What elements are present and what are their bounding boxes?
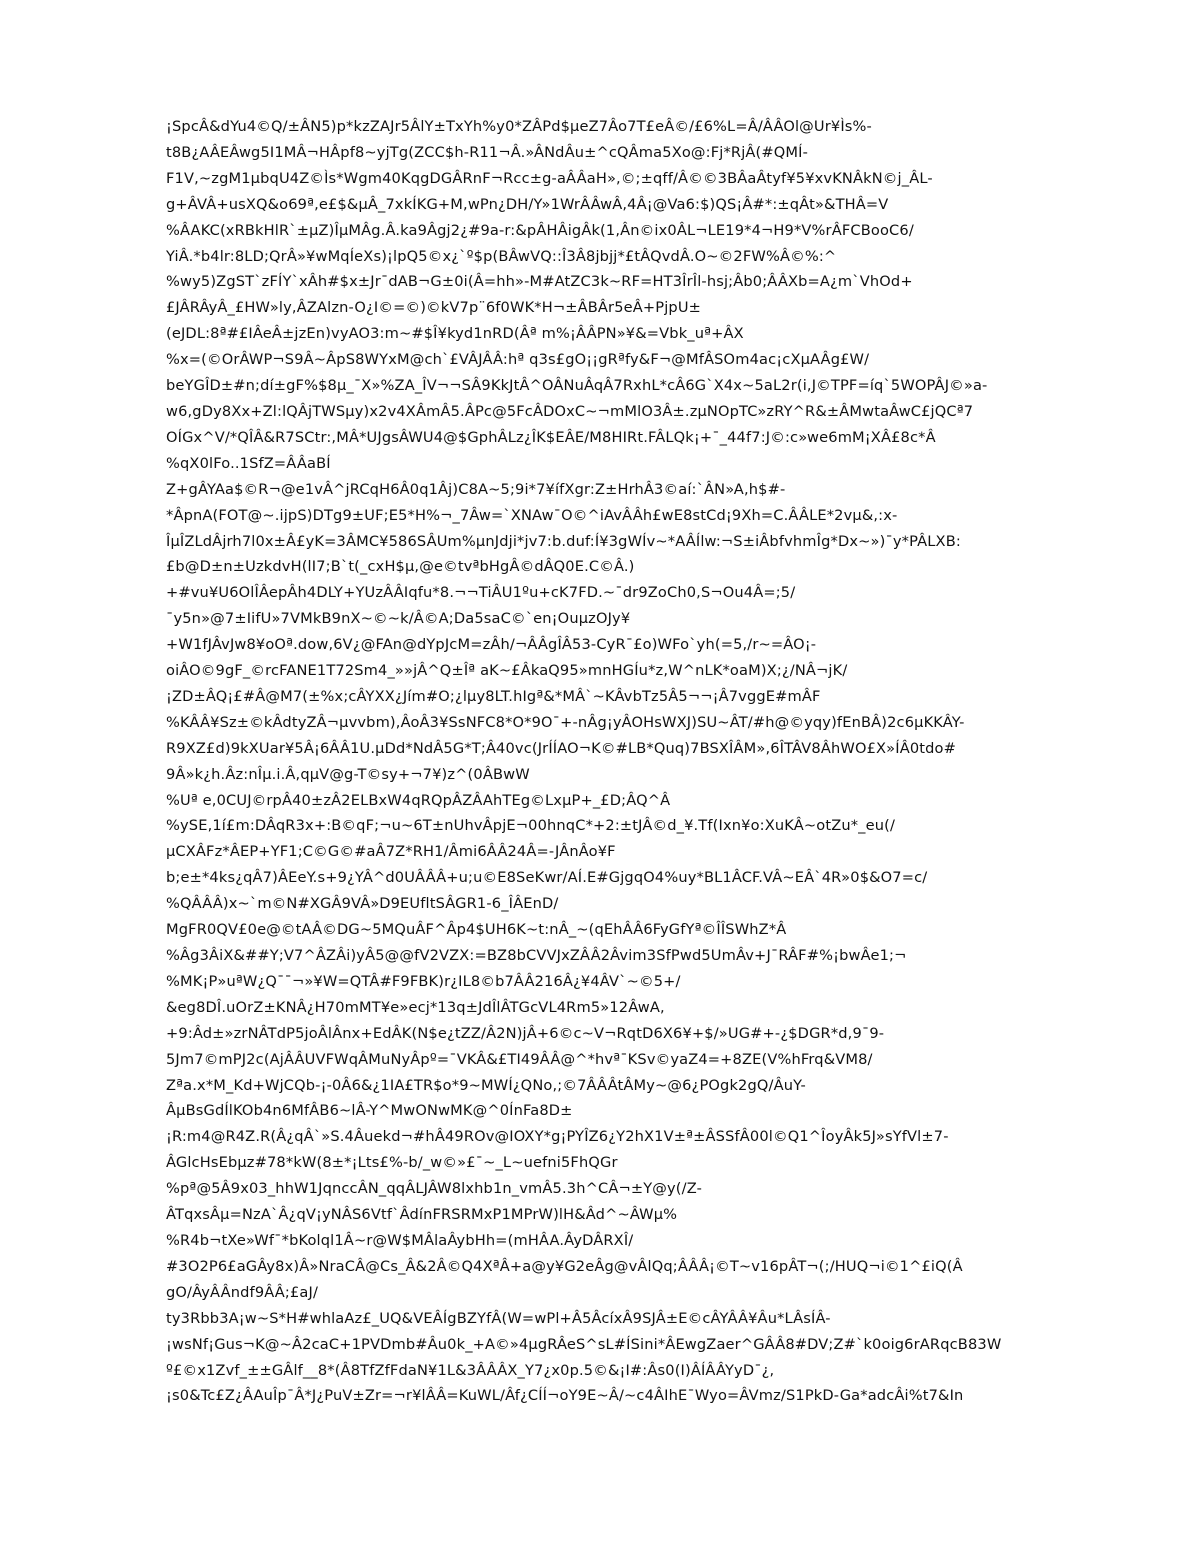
text-line: #3O2P6£aGÂy8x)Â»NraCÂ@Cs_Â&2Â©Q4XªÂ+a@y¥G2eÂg@vÂlQq;ÂÂÂ¡©T~v16pÂT¬(;/HUQ¬i©1^£iQ(Â — [166, 1257, 963, 1275]
text-line: º£©x1Zvf_±±GÂlf__8*(Â8TfZfFdaN¥1L&3ÂÂÂX_Y7¿x0p.5©&¡I#:Âs0(I)ÂÍÂÂYyD¯¿, — [166, 1361, 775, 1379]
text-line: ÂµBsGdÍlKOb4n6MfÂB6~lÂ-Y^MwONwMK@^0ÍnFa8D± — [166, 1102, 573, 1120]
text-line: F1V,~zgM1µbqU4Z©Ìs*Wgm40KqgDGÂRnF¬Rcc±g-aÂÂaH»,©;±qff/Â©©3BÂaÂtyf¥5¥xvKNÂkN©j_ÂL- — [166, 169, 933, 187]
text-line: *ÂpnA(FOT@~.ijpS)DTg9±UF;E5*H%¬_7Âw=`XNAw¯O©^iAvÂÂh£wE8stCd¡9Xh=C.ÂÂLE*2vµ&,:x- — [166, 506, 898, 524]
text-line: µCXÂFz*ÂEP+YF1;C©G©#aÂ7Z*RH1/Âmi6ÂÂ24Â=-JÂnÂo¥F — [166, 843, 616, 861]
text-line: 9Â»k¿h.Âz:nÎµ.i.Â,qµV@g-T©sy+¬7¥)z^(0ÂBwW — [166, 765, 530, 783]
document-body-text — [166, 114, 1126, 1409]
text-line: +9:Âd±»zrNÂTdP5joÂlÂnx+EdÂK(N$e¿tZZ/Â2N)jÂ+6©c~V¬RqtD6X6¥+$/»UG#+-¿$DGR*d,9¯9- — [166, 1024, 885, 1042]
text-line: g+ÂVÂ+usXQ&o69ª,e£$&µÂ_7xkÍKG+M,wPn¿DH/Y»1WrÂÂwÂ,4Â¡@Va6:$)QS¡Â#*:±qÂt»&THÂ=V — [166, 195, 889, 213]
text-line: %wy5)ZgST`zFÍY`xÂh#$x±Jr¯dAB¬G±0i(Â=hh»-M#AtZC3k~RF=HT3ÎrÎl-hsj;Âb0;ÂÂXb=A¿m`VhOd+ — [166, 273, 913, 291]
text-line: t8B¿AÂEÂwg5I1MÂ¬HÂpf8~yjTg(ZCC$h-R11¬Â.»ÂNdÂu±^cQÂma5Xo@:Fj*RjÂ(#QMÍ- — [166, 143, 809, 161]
text-line: ¡SpcÂ&dYu4©Q/±ÂN5)p*kzZAJr5ÂlY±TxYh%y0*ZÂPd$µeZ7Âo7T£eÂ©/£6%L=Â/ÂÂOl@Ur¥Ìs%- — [166, 118, 872, 135]
text-line: ÂTqxsÂµ=NzA`Â¿qV¡yNÂS6Vtf`ÂdínFRSRMxP1MPrW)lH&Âd^~ÂWµ% — [166, 1206, 678, 1224]
text-line: %KÂÂ¥Sz±©kÂdtyZÂ¬µvvbm),ÂoÂ3¥SsNFC8*O*9O¯+-nÂg¡yÂOHsWXJ)SU~ÂT/#h@©yqy)fEnBÂ)2c6µKKÂY- — [166, 713, 965, 731]
text-line: ¡R:m4@R4Z.R(Â¿qÂ`»S.4Âuekd¬#hÂ49ROv@IOXY*g¡PYÎZ6¿Y2hX1V±ª±ÂSSfÂ00l©Q1^ÎoyÂk5J»sYfVl±7- — [166, 1128, 949, 1146]
text-line: &eg8DÎ.uOrZ±KNÂ¿H70mMT¥e»ecj*13q±JdÎlÂTGcVL4Rm5»12ÂwA, — [166, 998, 665, 1016]
text-line: £JÂRÂyÂ_£HW»ly,ÂZAlzn-O¿I©=©)©kV7p¨6f0WK*H¬±ÂBÂr5eÂ+PjpU± — [166, 299, 702, 317]
text-line: MgFR0QV£0e@©tAÂ©DG~5MQuÂF^Âp4$UH6K~t:nÂ_~(qEhÂÂ6FyGfYª©ÎÎSWhZ*Â — [166, 921, 787, 939]
text-line: ty3Rbb3A¡w~S*H#whlaAz£_UQ&VEÂÍgBZYfÂ(W=wPl+Â5ÂcíxÂ9SJÂ±E©cÂYÂÂ¥Âu*LÂsÍÂ- — [166, 1309, 831, 1327]
text-line: Z+gÂYAa$©R¬@e1vÂ^jRCqH6Â0q1Âj)C8A~5;9i*7¥ífXgr:Z±HrhÂ3©aí:`ÂN»A,h$#- — [166, 480, 786, 498]
text-line: %ÂAKC(xRBkHlR`±µZ)ÎµMÂg.Â.ka9Âgj2¿#9a-r:&pÂHÂigÂk(1,Ân©ix0ÂL¬LE19*4¬H9*V%rÂFCBooC6/ — [166, 221, 914, 239]
text-line: +#vu¥U6OlÎÂepÂh4DLY+YUzÂÂIqfu*8.¬¬TiÂU1ºu+cK7FD.~¯dr9ZoCh0,S¬Ou4Â=;5/ — [166, 584, 796, 602]
text-line: +W1fJÂvJw8¥oOª.dow,6V¿@FAn@dYpJcM=zÂh/¬ÂÂgÎÂ53-CyR¯£o)WFo`yh(=5,/r~=ÂO¡- — [166, 636, 817, 654]
text-line: ¯y5n»@7±IifU»7VMkB9nX~©~k/Â©A;Da5saC©`en¡OuµzOJy¥ — [166, 610, 631, 628]
text-line: %MK¡P»uªW¿Q¯¯¬»¥W=QTÂ#F9FBK)r¿IL8©b7ÂÂ216Â¿¥4ÂV`~©5+/ — [166, 972, 681, 990]
text-line: 5Jm7©mPJ2c(AjÂÂUVFWqÂMuNyÂpº=¯VKÂ&£TI49ÂÂ@^*hvª¯KSv©yaZ4=+8ZE(V%hFrq&VM8/ — [166, 1050, 873, 1068]
text-line: b;e±*4ks¿qÂ7)ÂEeY.s+9¿YÂ^d0UÂÂÂ+u;u©E8SeKwr/AÍ.E#GjgqO4%uy*BL1ÂCF.VÂ~EÂ`4R»0$&O7=c/ — [166, 869, 928, 887]
text-line: YiÂ.*b4lr:8LD;QrÂ»¥wMqÍeXs)¡lpQ5©x¿`º$p(BÂwVQ::Î3Â8jbjj*£tÂQvdÂ.O~©2FW%Â©%:^ — [166, 247, 837, 265]
text-line: w6,gDy8Xx+Zl:lQÂjTWSµy)x2v4XÂmÂ5.ÂPc@5FcÂDOxC~¬mMlO3Â±.zµNOpTC»zRY^R&±ÂMwtaÂwC£jQCª7 — [166, 402, 974, 420]
text-line: %R4b¬tXe»Wf¯*bKolql1Â~r@W$MÂlaÂybHh=(mHÂA.ÂyDÂRXÎ/ — [166, 1231, 634, 1249]
text-line: %QÂÂÂ)x~`m©N#XGÂ9VÂ»D9EUfltSÂGR1-6_ÎÂEnD/ — [166, 895, 559, 913]
text-line: %Uª e,0CUJ©rpÂ40±zÂ2ELBxW4qRQpÂZÂAhTEg©LxµP+_£D;ÂQ^Â — [166, 791, 671, 809]
text-line: OÍGx^V/*QÎÂ&R7SCtr:,MÂ*UJgsÂWU4@$GphÂLz¿ÎK$EÂE/M8HIRt.FÂLQk¡+¯_44f7:J©:c»we6mM¡XÂ£8c*Â — [166, 428, 936, 446]
text-line: %qX0lFo..1SfZ=ÂÂaBÍ — [166, 454, 331, 472]
text-line: ¡wsNf¡Gus¬K@~Â2caC+1PVDmb#Âu0k_+A©»4µgRÂeS^sL#ÍSini*ÂEwgZaer^GÂÂ8#DV;Z#`k0oig6rARqcB83W — [166, 1335, 1002, 1353]
text-line: Zªa.x*M_Kd+WjCQb-¡-0Â6&¿1IA£TR$o*9~MWÍ¿QNo,;©7ÂÂÂtÂMy~@6¿POgk2gQ/ÂuY- — [166, 1076, 806, 1094]
text-line: oiÂO©9gF_©rcFANE1T72Sm4_»»jÂ^Q±Îª aK~£ÂkaQ95»mnHGÍu*z,W^nLK*oaM)X;¿/NÂ¬jK/ — [166, 662, 848, 680]
text-line: ÎµÎZLdÂjrh7l0x±Â£yK=3ÂMC¥586SÂUm%µnJdji*jv7:b.duf:Í¥3gWÍv~*AÂÍlw:¬S±iÂbfvhmÎg*Dx~»)¯y*PÂLXB: — [166, 532, 961, 550]
text-line: gO/ÂyÂÂndf9ÂÂ;£aJ/ — [166, 1283, 319, 1301]
text-line: beYGÎD±#n;dí±gF%$8µ_¯X»%ZA_ÎV¬¬SÂ9KkJtÂ^OÂNuÂqÂ7RxhL*cÂ6G`X4x~5aL2r(i,J©TPF=íq`5WOPÂJ©»a- — [166, 377, 988, 395]
text-line: £b@D±n±UzkdvH(lI7;B`t(_cxH$µ,@e©tvªbHgÂ©dÂQ0E.C©Â.) — [166, 558, 635, 576]
text-line: (eJDL:8ª#£IÂeÂ±jzEn)vyAO3:m~#$Î¥kyd1nRD(Âª m%¡ÂÂPN»¥&=Vbk_uª+ÂX — [166, 325, 744, 343]
text-line: %pª@5Â9x03_hhW1JqnccÂN_qqÂLJÂW8lxhb1n_vmÂ5.3h^CÂ¬±Y@y(/Z- — [166, 1180, 703, 1198]
text-line: R9XZ£d)9kXUar¥5Â¡6ÂÂ1U.µDd*NdÂ5G*T;Â40vc(JrÍÍAO¬K©#LB*Quq)7BSXÎÂM»,6ÎTÂV8ÂhWO£X»ÍÂ0tdo# — [166, 739, 957, 757]
text-line: %ySE,1í£m:DÂqR3x+:B©qF;¬u~6T±nUhvÂpjE¬00hnqC*+2:±tJÂ©d_¥.Tf(Ixn¥o:XuKÂ~otZu*_eu(/ — [166, 817, 896, 835]
text-line: %Âg3ÂiX&##Y;V7^ÂZÂi)yÂ5@@fV2VZX:=BZ8bCVVJxZÂÂ2Âvim3SfPwd5UmÂv+J¯RÂF#%¡bwÂe1;¬ — [166, 947, 907, 964]
text-line: %x=(©OrÂWP¬S9Â~ÂpS8WYxM@ch`£VÂJÂÂ:hª q3s£gO¡¡gRªfy&F¬@MfÂSOm4ac¡cXµAÂg£W/ — [166, 351, 870, 369]
text-line: ¡ZD±ÂQ¡£#Â@M7(±%x;cÂYXX¿Jím#O;¿lµy8LT.hIgª&*MÂ`~KÂvbTz5Â5¬¬¡Â7vggE#mÂF — [166, 687, 821, 705]
text-line: ÂGlcHsEbµz#78*kW(8±*¡Lts£%-b/_w©»£¯~_L~uefni5FhQGr — [166, 1154, 618, 1172]
text-line: ¡s0&Tc£Z¿ÂAuÎp¯Â*J¿PuV±Zr=¬r¥lÂÂ=KuWL/Âf¿CÍÍ¬oY9E~Â/~c4ÂIhE¯Wyo=ÂVmz/S1PkD-Ga*adcÂi%t7&In — [166, 1387, 964, 1405]
